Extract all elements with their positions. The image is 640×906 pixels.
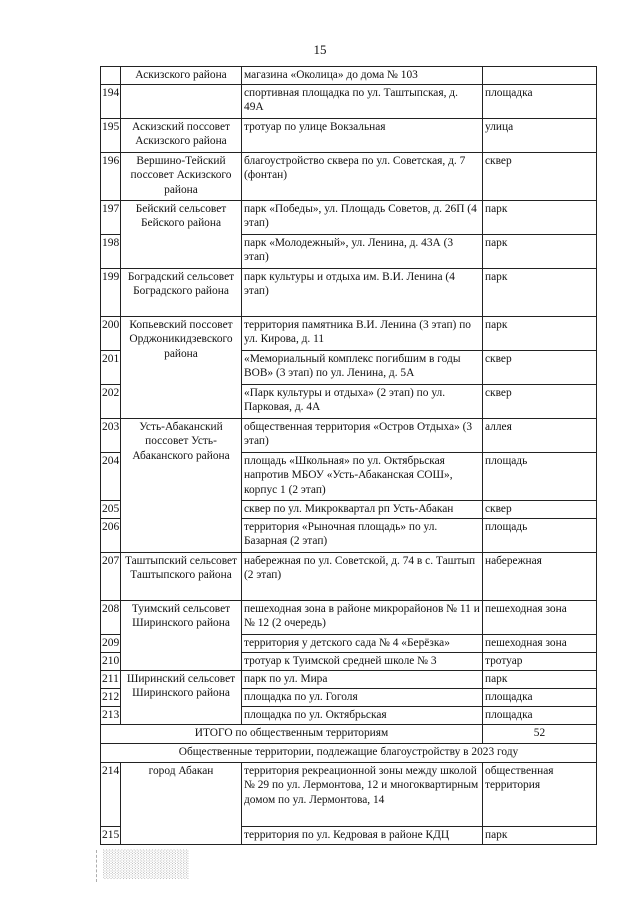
- total-row: [101, 724, 597, 743]
- table-row: [101, 84, 597, 118]
- table-row: [101, 152, 597, 200]
- table-row: [101, 600, 597, 634]
- territory-description: набережная по ул. Советской, д. 74 в с. Таштып (2 этап): [242, 552, 483, 600]
- row-number: 194: [101, 84, 121, 118]
- municipality-cell: Туимский сельсовет Ширинского района: [121, 600, 242, 670]
- document-stamp: ░░░░░░░░░░░░░░ ░░░░░░░░░░░░░░ ░░░░░░░░░░░░░░: [96, 850, 223, 882]
- row-number: 195: [101, 118, 121, 152]
- row-number: 202: [101, 384, 121, 418]
- territory-type: сквер: [483, 350, 597, 384]
- municipality-cell: Аскизского района: [121, 67, 242, 85]
- total-value: 52: [483, 724, 597, 743]
- territory-type: пешеходная зона: [483, 600, 597, 634]
- row-number: 199: [101, 268, 121, 316]
- section-heading-2023: Общественные территории, подлежащие благоустройству в 2023 году: [101, 743, 597, 762]
- territory-description: территория памятника В.И. Ленина (3 этап) по ул. Кирова, д. 11: [242, 316, 483, 350]
- row-number: [101, 67, 121, 85]
- territory-type: [483, 67, 597, 85]
- table-row: [101, 762, 597, 826]
- territory-description: площадка по ул. Октябрьская: [242, 706, 483, 724]
- territory-type: улица: [483, 118, 597, 152]
- row-number: 201: [101, 350, 121, 384]
- territory-description: территория у детского сада № 4 «Берёзка»: [242, 634, 483, 652]
- territory-description: спортивная площадка по ул. Таштыпская, д. 49А: [242, 84, 483, 118]
- territory-type: тротуар: [483, 652, 597, 670]
- municipality-cell: Боградский сельсовет Боградского района: [121, 268, 242, 316]
- territory-type: сквер: [483, 152, 597, 200]
- territory-description: пешеходная зона в районе микрорайонов № 11 и № 12 (2 очередь): [242, 600, 483, 634]
- row-number: 198: [101, 234, 121, 268]
- table-row: [101, 670, 597, 688]
- territory-description: общественная территория «Остров Отдыха» (3 этап): [242, 418, 483, 452]
- row-number: 210: [101, 652, 121, 670]
- territory-description: магазина «Околица» до дома № 103: [242, 67, 483, 85]
- table-row: [101, 418, 597, 452]
- row-number: 200: [101, 316, 121, 350]
- territory-type: набережная: [483, 552, 597, 600]
- territory-type: сквер: [483, 384, 597, 418]
- territory-description: площадь «Школьная» по ул. Октябрьская напротив МБОУ «Усть-Абаканская СОШ», корпус 1 (2 этап): [242, 452, 483, 500]
- row-number: 214: [101, 762, 121, 826]
- row-number: 208: [101, 600, 121, 634]
- territories-table: [100, 66, 597, 845]
- territory-type: парк: [483, 268, 597, 316]
- municipality-cell: Аскизский поссовет Аскизского района: [121, 118, 242, 152]
- territory-type: аллея: [483, 418, 597, 452]
- territory-type: площадь: [483, 452, 597, 500]
- table-row: [101, 316, 597, 350]
- row-number: 203: [101, 418, 121, 452]
- row-number: 215: [101, 826, 121, 844]
- table-row: [101, 118, 597, 152]
- territory-description: территория «Рыночная площадь» по ул. Базарная (2 этап): [242, 518, 483, 552]
- row-number: 209: [101, 634, 121, 652]
- territory-description: «Мемориальный комплекс погибшим в годы ВОВ» (3 этап) по ул. Ленина, д. 5А: [242, 350, 483, 384]
- row-number: 205: [101, 500, 121, 518]
- territory-type: парк: [483, 200, 597, 234]
- territory-description: тротуар к Туимской средней школе № 3: [242, 652, 483, 670]
- municipality-cell: [121, 84, 242, 118]
- municipality-cell: город Абакан: [121, 762, 242, 844]
- territory-type: парк: [483, 826, 597, 844]
- row-number: 204: [101, 452, 121, 500]
- table-row: [101, 268, 597, 316]
- row-number: 206: [101, 518, 121, 552]
- territory-description: благоустройство сквера по ул. Советская, д. 7 (фонтан): [242, 152, 483, 200]
- territory-type: сквер: [483, 500, 597, 518]
- page-number: 15: [313, 42, 327, 57]
- row-number: 213: [101, 706, 121, 724]
- territory-description: площадка по ул. Гоголя: [242, 688, 483, 706]
- territory-description: территория рекреационной зоны между школой № 29 по ул. Лермонтова, 12 и многоквартирным домом по ул. Лермонтова, 14: [242, 762, 483, 826]
- territory-type: площадка: [483, 84, 597, 118]
- section-row: [101, 743, 597, 762]
- territory-type: площадка: [483, 688, 597, 706]
- municipality-cell: Вершино-Тейский поссовет Аскизского района: [121, 152, 242, 200]
- territory-description: тротуар по улице Вокзальная: [242, 118, 483, 152]
- table-row: [101, 552, 597, 600]
- row-number: 212: [101, 688, 121, 706]
- territory-type: площадка: [483, 706, 597, 724]
- territory-description: сквер по ул. Микроквартал рп Усть-Абакан: [242, 500, 483, 518]
- municipality-cell: Ширинский сельсовет Ширинского района: [121, 670, 242, 724]
- territory-description: «Парк культуры и отдыха» (2 этап) по ул. Парковая, д. 4А: [242, 384, 483, 418]
- territory-type: парк: [483, 316, 597, 350]
- row-number: 197: [101, 200, 121, 234]
- table-row: [101, 200, 597, 234]
- territory-type: пешеходная зона: [483, 634, 597, 652]
- total-label: ИТОГО по общественным территориям: [101, 724, 483, 743]
- territory-type: площадь: [483, 518, 597, 552]
- municipality-cell: Копьевский поссовет Орджоникидзевского района: [121, 316, 242, 418]
- municipality-cell: Таштыпский сельсовет Таштыпского района: [121, 552, 242, 600]
- territory-description: парк «Победы», ул. Площадь Советов, д. 26П (4 этап): [242, 200, 483, 234]
- municipality-cell: Усть-Абаканский поссовет Усть-Абаканского района: [121, 418, 242, 552]
- municipality-cell: Бейский сельсовет Бейского района: [121, 200, 242, 268]
- row-number: 211: [101, 670, 121, 688]
- row-number: 196: [101, 152, 121, 200]
- territory-description: парк культуры и отдыха им. В.И. Ленина (4 этап): [242, 268, 483, 316]
- row-number: 207: [101, 552, 121, 600]
- territory-type: общественная территория: [483, 762, 597, 826]
- territory-type: парк: [483, 234, 597, 268]
- territory-description: территория по ул. Кедровая в районе КДЦ: [242, 826, 483, 844]
- territory-description: парк «Молодежный», ул. Ленина, д. 43А (3 этап): [242, 234, 483, 268]
- territory-type: парк: [483, 670, 597, 688]
- table-row: [101, 67, 597, 85]
- territory-description: парк по ул. Мира: [242, 670, 483, 688]
